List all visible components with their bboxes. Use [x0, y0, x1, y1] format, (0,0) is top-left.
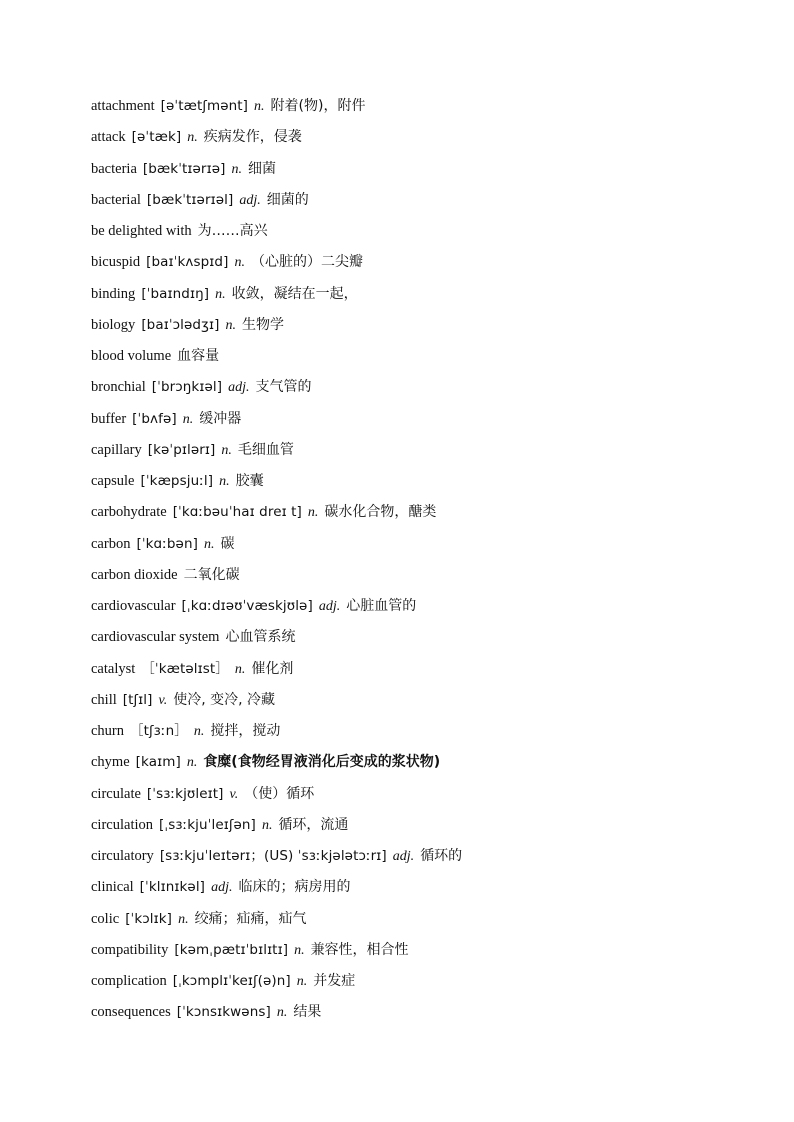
entry-part-of-speech: n. [186, 755, 198, 771]
entry-term: circulation [91, 816, 154, 833]
entry-term: bicuspid [91, 254, 141, 271]
entry-phonetic: [tʃɪl] [122, 691, 153, 708]
entry-part-of-speech: n. [307, 505, 319, 521]
vocabulary-entry [91, 719, 751, 750]
entry-term: biology [91, 316, 136, 333]
entry-phonetic: [ˌkɔmplɪˈkeɪʃ(ə)n] [172, 973, 291, 989]
vocabulary-entry [91, 844, 751, 875]
entry-term: bacterial [91, 191, 141, 208]
entry-term: circulate [91, 785, 141, 802]
entry-phonetic: [ˌsɜːkjuˈleɪʃən] [159, 816, 256, 833]
entry-part-of-speech: adj. [239, 192, 261, 208]
entry-part-of-speech: n. [203, 536, 215, 552]
entry-part-of-speech: adj. [318, 599, 341, 614]
entry-part-of-speech: n. [219, 474, 230, 489]
entry-phonetic: [kəmˌpætɪˈbɪlɪtɪ] [174, 941, 289, 958]
entry-part-of-speech: n. [215, 286, 226, 302]
entry-part-of-speech: n. [221, 442, 232, 458]
entry-phonetic: ［ˈkætəlɪst］ [141, 660, 229, 677]
entry-definition: 疾病发作，侵袭 [203, 129, 302, 146]
entry-phonetic: [sɜːkjuˈleɪtərɪ；(US) ˈsɜːkjələtɔːrɪ] [159, 848, 387, 864]
entry-part-of-speech: n. [182, 411, 194, 427]
entry-phonetic: [kəˈpɪlərɪ] [147, 441, 216, 458]
entry-part-of-speech: n. [231, 161, 242, 177]
entry-definition: （使）循环 [244, 785, 315, 802]
vocabulary-entry [91, 657, 751, 688]
entry-phonetic: [bækˈtɪərɪəl] [146, 191, 234, 208]
vocabulary-entry [91, 750, 751, 781]
entry-definition: 绞痛；疝痛，疝气 [194, 910, 307, 927]
vocabulary-entry [91, 1000, 751, 1031]
entry-definition: 临床的；病房用的 [238, 879, 351, 896]
entry-term: carbohydrate [91, 504, 167, 521]
vocabulary-entry [91, 625, 751, 656]
entry-phonetic: [baɪˈkʌspɪd] [146, 254, 229, 271]
entry-phonetic: [əˈtætʃmənt] [160, 98, 249, 114]
vocabulary-entry [91, 782, 751, 813]
entry-part-of-speech: v. [158, 692, 168, 708]
entry-term: cardiovascular system [91, 629, 220, 646]
vocabulary-entry [91, 969, 751, 1000]
entry-term: carbon dioxide [91, 566, 178, 583]
entry-phonetic: [ˈbrɔŋkɪəl] [151, 379, 223, 396]
vocabulary-entry [91, 94, 751, 125]
entry-term: bronchial [91, 379, 146, 396]
entry-definition: 附着(物)，附件 [270, 98, 366, 114]
entry-definition: 催化剂 [251, 660, 294, 677]
vocabulary-entry [91, 125, 751, 156]
vocabulary-entry [91, 344, 751, 375]
entry-term: chill [91, 691, 117, 708]
entry-term: blood volume [91, 348, 172, 364]
entry-part-of-speech: n. [254, 99, 265, 114]
entry-phonetic: [ˌkɑːdɪəʊˈvæskjʊlə] [181, 598, 313, 614]
entry-definition: 循环的 [420, 848, 463, 864]
entry-term: circulatory [91, 848, 154, 864]
entry-definition: 碳 [220, 535, 235, 552]
entry-definition: 使冷, 变冷, 冷藏 [173, 691, 276, 708]
entry-part-of-speech: n. [261, 817, 273, 833]
entry-term: attack [91, 129, 126, 146]
entry-definition: 心血管系统 [225, 629, 296, 646]
entry-phonetic: [ˈkɔnsɪkwəns] [176, 1004, 271, 1021]
entry-definition: 碳水化合物，醣类 [324, 504, 437, 521]
entry-part-of-speech: n. [276, 1005, 288, 1021]
entry-term: clinical [91, 879, 134, 896]
vocabulary-entry [91, 688, 751, 719]
vocabulary-entry [91, 375, 751, 406]
entry-phonetic: [kaɪm] [135, 754, 181, 771]
vocabulary-entry [91, 407, 751, 438]
entry-definition: 生物学 [241, 316, 284, 333]
entry-term: attachment [91, 98, 155, 114]
entry-definition: 二氧化碳 [183, 566, 240, 583]
entry-term: bacteria [91, 160, 137, 177]
entry-definition: 胶囊 [235, 473, 264, 489]
entry-term: carbon [91, 535, 131, 552]
entry-term: chyme [91, 754, 130, 771]
entry-part-of-speech: adj. [392, 849, 415, 864]
entry-term: capillary [91, 441, 142, 458]
entry-definition: 心脏血管的 [346, 598, 417, 614]
entry-part-of-speech: adj. [211, 880, 233, 896]
entry-definition: 搅拌，搅动 [210, 723, 281, 739]
entry-part-of-speech: n. [178, 911, 189, 927]
entry-definition: 收敛，凝结在一起， [231, 285, 358, 302]
entry-term: be delighted with [91, 223, 192, 239]
vocabulary-entry [91, 500, 751, 531]
entry-part-of-speech: n. [296, 974, 308, 989]
entry-part-of-speech: n. [187, 130, 198, 146]
vocabulary-entry [91, 282, 751, 313]
entry-phonetic: [əˈtæk] [131, 129, 182, 146]
vocabulary-entry [91, 563, 751, 594]
entry-part-of-speech: n. [294, 942, 305, 958]
entry-definition: 毛细血管 [237, 441, 294, 458]
entry-phonetic: [ˈkɑːbəuˈhaɪ dreɪ t] [172, 504, 302, 521]
vocabulary-entry [91, 219, 751, 250]
entry-phonetic: [ˈbaɪndɪŋ] [141, 285, 210, 302]
entry-term: consequences [91, 1004, 171, 1021]
entry-term: buffer [91, 410, 127, 427]
vocabulary-entry [91, 875, 751, 906]
entry-definition: 为……高兴 [197, 223, 268, 239]
entry-part-of-speech: n. [234, 255, 245, 271]
entry-phonetic: [ˈkɑːbən] [136, 535, 198, 552]
entry-term: compatibility [91, 941, 169, 958]
entry-definition: 支气管的 [255, 379, 312, 396]
vocabulary-entry [91, 157, 751, 188]
entry-part-of-speech: adj. [228, 380, 250, 396]
entry-part-of-speech: n. [234, 661, 246, 677]
entry-term: binding [91, 285, 136, 302]
entry-phonetic: [ˈbʌfə] [132, 410, 177, 427]
entry-definition: 兼容性，相合性 [310, 941, 409, 958]
entry-term: colic [91, 910, 120, 927]
vocabulary-entry [91, 532, 751, 563]
entry-phonetic: ［tʃɜːn］ [130, 723, 188, 739]
entry-definition: 细菌 [247, 160, 276, 177]
entry-phonetic: [ˈkɔlɪk] [125, 910, 173, 927]
entry-phonetic: [bækˈtɪərɪə] [142, 160, 226, 177]
vocabulary-entry [91, 438, 751, 469]
entry-part-of-speech: v. [229, 786, 239, 802]
entry-part-of-speech: n. [193, 724, 205, 739]
entry-definition: 缓冲器 [199, 410, 242, 427]
entry-term: catalyst [91, 660, 136, 677]
entry-term: complication [91, 973, 167, 989]
vocabulary-entry [91, 250, 751, 281]
vocabulary-entry [91, 938, 751, 969]
vocabulary-list [91, 94, 751, 1032]
entry-term: churn [91, 723, 125, 739]
vocabulary-entry [91, 594, 751, 625]
vocabulary-entry [91, 469, 751, 500]
entry-phonetic: [ˈklɪnɪkəl] [139, 879, 206, 896]
entry-phonetic: [ˈsɜːkjʊleɪt] [146, 785, 224, 802]
entry-phonetic: [baɪˈɔlədʒɪ] [141, 316, 220, 333]
entry-term: cardiovascular [91, 598, 176, 614]
vocabulary-entry [91, 313, 751, 344]
entry-definition: 血容量 [177, 348, 220, 364]
entry-definition: 细菌的 [266, 191, 309, 208]
entry-definition: 结果 [293, 1004, 322, 1021]
vocabulary-entry [91, 813, 751, 844]
vocabulary-entry [91, 188, 751, 219]
entry-definition: （心脏的）二尖瓣 [250, 254, 363, 271]
entry-definition: 并发症 [313, 973, 356, 989]
vocabulary-entry [91, 907, 751, 938]
entry-definition: 循环，流通 [278, 816, 349, 833]
entry-phonetic: [ˈkæpsjuːl] [140, 473, 214, 489]
entry-term: capsule [91, 473, 135, 489]
entry-definition: 食糜(食物经胃液消化后变成的浆状物) [203, 754, 441, 771]
entry-part-of-speech: n. [225, 317, 236, 333]
